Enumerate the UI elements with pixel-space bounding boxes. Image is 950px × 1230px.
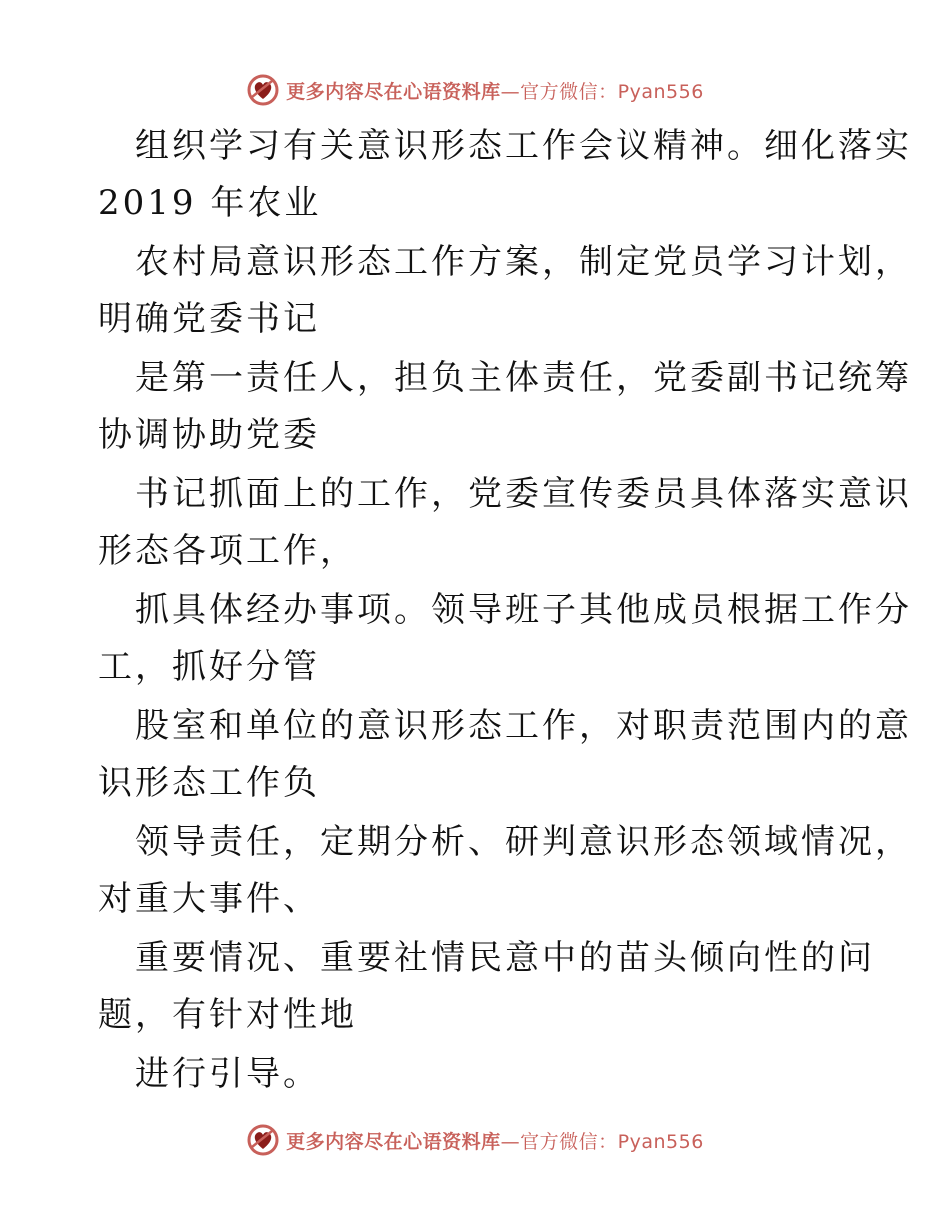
paragraph-9-line-1: 进行引导。 [135, 1054, 320, 1094]
paragraph-2-line-1: 农村局意识形态工作方案，制定党员学习计划， [135, 242, 912, 282]
paragraph-2-line-2: 明确党委书记 [98, 299, 320, 339]
paragraph-5-line-2: 工，抓好分管 [98, 647, 320, 687]
paragraph-1-line-2: 2019 年农业 [98, 183, 322, 223]
footer-watermark-banner [0, 1120, 950, 1160]
paragraph-5-line-1: 抓具体经办事项。领导班子其他成员根据工作分 [135, 590, 912, 630]
header-watermark-banner [0, 70, 950, 110]
footer-dash: — [500, 1130, 521, 1153]
header-site-text: 更多内容尽在心语资料库 [286, 80, 501, 103]
heart-logo-icon [246, 1123, 280, 1157]
header-wechat-text: 官方微信：Pyan556 [520, 80, 704, 103]
heart-logo-icon [246, 73, 280, 107]
paragraph-7-line-1: 领导责任，定期分析、研判意识形态领域情况， [135, 822, 912, 862]
paragraph-8-line-2: 题，有针对性地 [98, 995, 357, 1035]
paragraph-7-line-2: 对重大事件、 [98, 879, 320, 919]
paragraph-6-line-2: 识形态工作负 [98, 763, 320, 803]
paragraph-4-line-1: 书记抓面上的工作，党委宣传委员具体落实意识 [135, 474, 912, 514]
footer-banner-text [286, 1127, 704, 1154]
paragraph-3-line-2: 协调协助党委 [98, 415, 320, 455]
header-dash: — [500, 80, 521, 103]
footer-site-text: 更多内容尽在心语资料库 [286, 1130, 501, 1153]
paragraph-3-line-1: 是第一责任人，担负主体责任，党委副书记统筹 [135, 358, 912, 398]
footer-wechat-text: 官方微信：Pyan556 [520, 1130, 704, 1153]
header-banner-text [286, 77, 704, 104]
paragraph-8-line-1: 重要情况、重要社情民意中的苗头倾向性的问 [135, 938, 875, 978]
paragraph-6-line-1: 股室和单位的意识形态工作，对职责范围内的意 [135, 706, 912, 746]
paragraph-1-line-1: 组织学习有关意识形态工作会议精神。细化落实 [135, 126, 912, 166]
paragraph-4-line-2: 形态各项工作， [98, 531, 357, 571]
